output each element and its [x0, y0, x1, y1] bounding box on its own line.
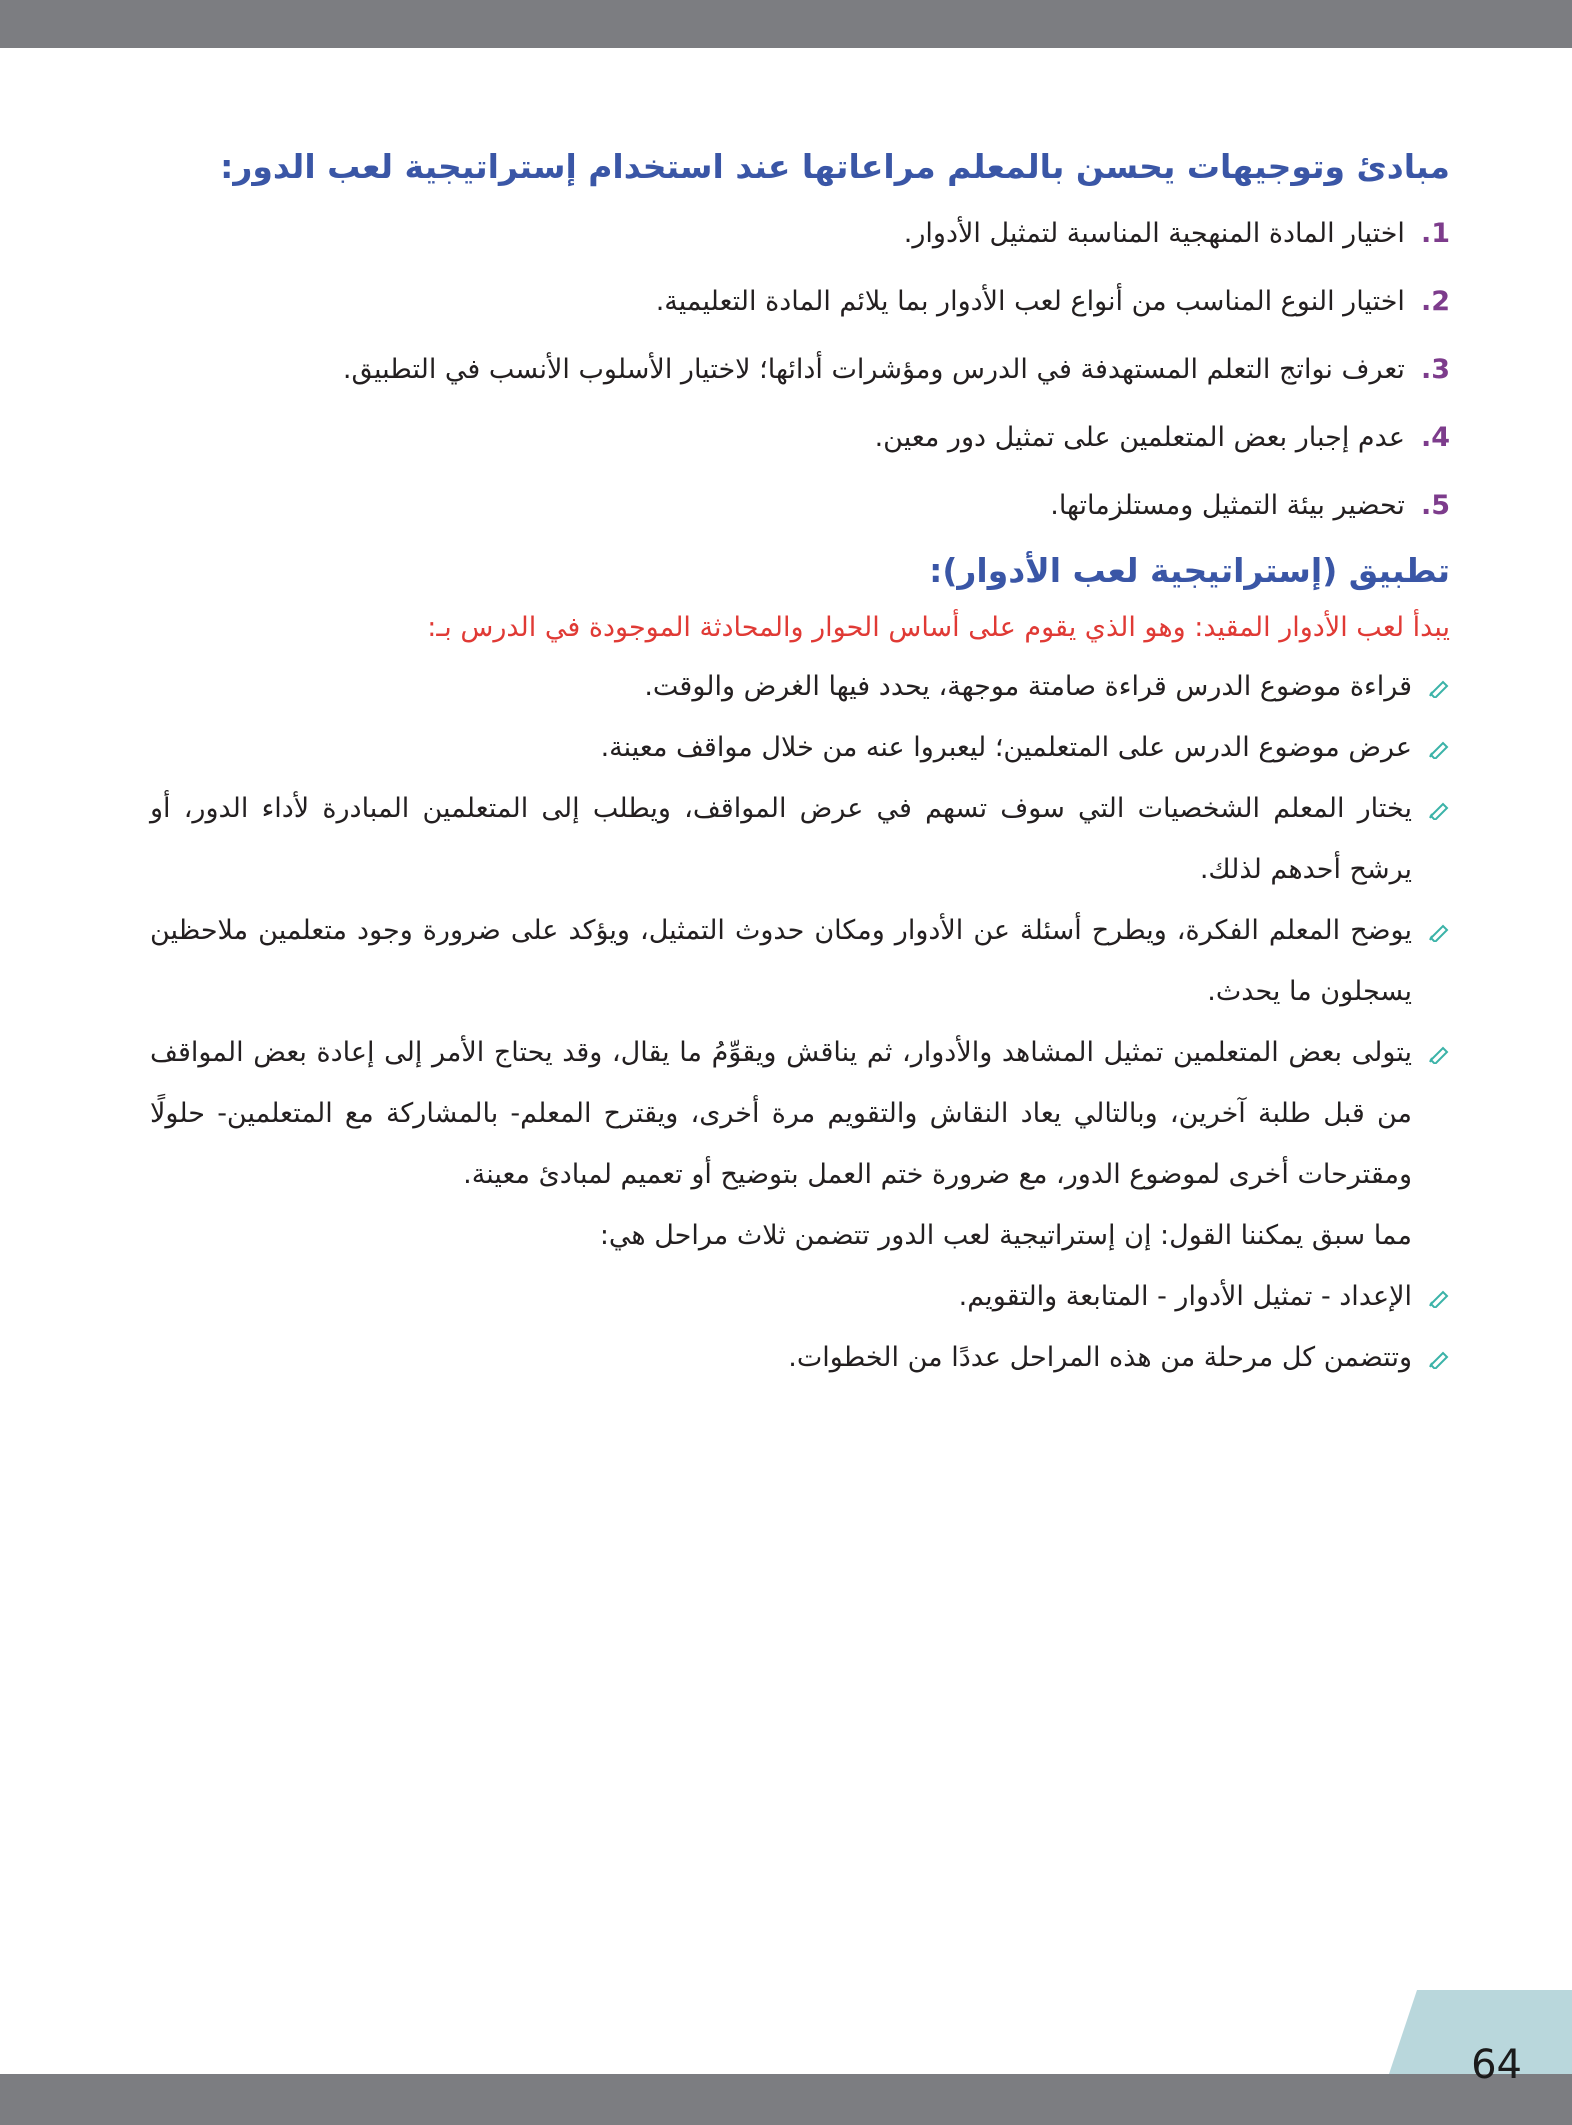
restricted-roleplay-intro: يبدأ لعب الأدوار المقيد: وهو الذي يقوم على أساس الحوار والمحادثة الموجودة في الدرس بـ:: [427, 612, 1450, 643]
item-text: عدم إجبار بعض المتعلمين على تمثيل دور معين.: [874, 422, 1405, 453]
item-text: يوضح المعلم الفكرة، ويطرح أسئلة عن الأدوار ومكان حدوث التمثيل، ويؤكد على ضرورة وجود متعلمين ملاحظين يسجلون ما يحدث.: [150, 915, 1412, 1007]
list-item: [150, 1266, 1450, 1327]
item-text: الإعداد - تمثيل الأدوار - المتابعة والتقويم.: [958, 1281, 1412, 1312]
pencil-icon: [1428, 739, 1450, 759]
pencil-icon: [1428, 922, 1450, 942]
item-text: اختيار المادة المنهجية المناسبة لتمثيل الأدوار.: [903, 218, 1405, 249]
item-text: وتتضمن كل مرحلة من هذه المراحل عددًا من الخطوات.: [788, 1342, 1412, 1373]
stages-list: [150, 1266, 1450, 1388]
item-number: 5.: [1420, 490, 1450, 521]
list-item: [150, 900, 1450, 1022]
principles-heading: مبادئ وتوجيهات يحسن بالمعلم مراعاتها عند استخدام إستراتيجية لعب الدور:: [220, 147, 1450, 186]
list-item: [150, 656, 1450, 717]
item-text: يتولى بعض المتعلمين تمثيل المشاهد والأدوار، ثم يناقش ويقوِّمُ ما يقال، وقد يحتاج الأمر إلى إعادة بعض المواقف من قبل طلبة آخرين، وبالتالي يعاد النقاش والتقويم مرة أخرى، ويقترح المعلم- بالمشاركة مع المتعلمين- حلولًا ومقترحات أخرى لموضوع الدور، مع ضرورة ختم العمل بتوضيح أو تعميم لمبادئ معينة.: [150, 1037, 1412, 1190]
item-text: تحضير بيئة التمثيل ومستلزماتها.: [1050, 490, 1405, 521]
list-item: [150, 717, 1450, 778]
page-number: 64: [1471, 2042, 1522, 2088]
item-number: 2.: [1420, 286, 1450, 317]
pencil-icon: [1428, 1044, 1450, 1064]
list-item: [150, 1022, 1450, 1205]
list-item: [150, 336, 1450, 404]
principles-list: [150, 200, 1450, 540]
bottom-bar: [0, 2074, 1572, 2125]
summary-text: مما سبق يمكننا القول: إن إستراتيجية لعب الدور تتضمن ثلاث مراحل هي:: [599, 1220, 1412, 1251]
pencil-icon: [1428, 800, 1450, 820]
application-heading: تطبيق (إستراتيجية لعب الأدوار):: [929, 551, 1450, 590]
item-text: اختيار النوع المناسب من أنواع لعب الأدوار بما يلائم المادة التعليمية.: [655, 286, 1405, 317]
list-item: [150, 778, 1450, 900]
list-item: [150, 404, 1450, 472]
page-content: [150, 138, 1450, 1388]
steps-list: [150, 656, 1450, 1205]
top-bar: [0, 0, 1572, 48]
pencil-icon: [1428, 1349, 1450, 1369]
list-item: [150, 1327, 1450, 1388]
list-item: [150, 200, 1450, 268]
item-text: قراءة موضوع الدرس قراءة صامتة موجهة، يحدد فيها الغرض والوقت.: [644, 671, 1412, 702]
item-number: 3.: [1420, 354, 1450, 385]
item-text: يختار المعلم الشخصيات التي سوف تسهم في عرض المواقف، ويطلب إلى المتعلمين المبادرة لأداء الدور، أو يرشح أحدهم لذلك.: [150, 793, 1412, 885]
pencil-icon: [1428, 1288, 1450, 1308]
list-item: [150, 472, 1450, 540]
pencil-icon: [1428, 678, 1450, 698]
list-item: [150, 268, 1450, 336]
item-text: عرض موضوع الدرس على المتعلمين؛ ليعبروا عنه من خلال مواقف معينة.: [600, 732, 1412, 763]
item-text: تعرف نواتج التعلم المستهدفة في الدرس ومؤشرات أدائها؛ لاختيار الأسلوب الأنسب في التطبيق.: [342, 354, 1405, 385]
item-number: 4.: [1420, 422, 1450, 453]
item-number: 1.: [1420, 218, 1450, 249]
